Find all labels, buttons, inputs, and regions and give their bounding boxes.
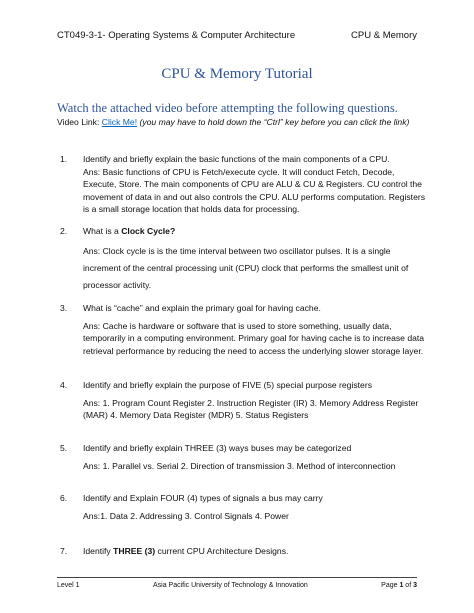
question-text-bold: THREE (3) [113, 546, 156, 556]
question-5 [60, 442, 430, 472]
question-number: 4. [60, 380, 68, 390]
question-6 [60, 492, 430, 522]
footer-page-label: Page [381, 582, 400, 589]
question-text-part: What is a [83, 226, 122, 236]
answer-text: Ans: Clock cycle is is the time interval between two oscillator pulses. It is a single increment of the central processing unit (CPU) clock that performs the smallest unit of processor activity. [83, 245, 409, 290]
question-number: 1. [60, 154, 68, 164]
page-title: CPU & Memory Tutorial [161, 66, 313, 82]
question-4 [60, 379, 430, 422]
video-link-note: (you may have to hold down the “Ctrl” key before you can click the link) [137, 117, 410, 127]
answer-text: Ans: 1. Program Count Register 2. Instruction Register (IR) 3. Memory Address Register (MAR) 4. Memory Data Register (MDR) 5. Status Registers [83, 397, 419, 420]
question-1 [60, 153, 430, 216]
answer-text: Ans: Cache is hardware or software that is used to store something, usually data, temporarily in a computing environment. Primary goal for having cache is to increase data retrieval performance by reducing the need to access the underlying slower storage layer. [83, 320, 425, 356]
header-course: CT049-3-1- Operating Systems & Computer Architecture [57, 30, 296, 41]
question-text: Identify and briefly explain THREE (3) ways buses may be categorized [83, 443, 352, 453]
question-text: Identify and Explain FOUR (4) types of signals a bus may carry [83, 493, 323, 503]
question-text-part: Identify [83, 546, 114, 556]
question-number: 2. [60, 226, 68, 236]
question-text-part: current CPU Architecture Designs. [155, 546, 289, 556]
header-topic: CPU & Memory [351, 30, 417, 41]
instruction-heading: Watch the attached video before attempting the following questions. [57, 101, 398, 115]
question-number: 5. [60, 443, 68, 453]
answer-text: Ans: Basic functions of CPU is Fetch/execute cycle. It will conduct Fetch, Decode, Execute, Store. The main components of CPU are ALU & CU & Registers. CU control the movement of data in and out also controls the CPU. ALU performs computation. Registers is a small storage location that holds data for processing. [83, 166, 426, 214]
footer-page-total: 3 [413, 582, 417, 589]
footer-page-indicator [381, 582, 417, 589]
question-3 [60, 302, 430, 357]
video-link-label: Video Link: [57, 117, 102, 127]
footer-level: Level 1 [57, 582, 80, 589]
answer-text: Ans:1. Data 2. Addressing 3. Control Signals 4. Power [83, 510, 289, 521]
question-text-bold: Clock Cycle? [121, 226, 176, 236]
question-text: What is “cache” and explain the primary goal for having cache. [83, 303, 321, 313]
question-text [83, 225, 430, 238]
footer-university: Asia Pacific University of Technology & Innovation [153, 582, 308, 589]
question-2 [60, 225, 430, 294]
question-text [83, 545, 430, 558]
question-number: 7. [60, 546, 68, 556]
footer-page-number: 1 [399, 582, 404, 589]
video-link[interactable]: Click Me! [101, 117, 138, 127]
question-number: 6. [60, 493, 68, 503]
page-header [57, 30, 417, 41]
footer-page-of: of [403, 582, 414, 589]
page-footer [57, 577, 417, 589]
answer-text: Ans: 1. Parallel vs. Serial 2. Direction of transmission 3. Method of interconnection [83, 460, 396, 471]
question-number: 3. [60, 303, 68, 313]
question-7 [60, 545, 430, 558]
question-text: Identify and briefly explain the purpose of FIVE (5) special purpose registers [83, 380, 372, 390]
video-link-line [57, 117, 444, 127]
question-text: Identify and briefly explain the basic functions of the main components of a CPU. [83, 154, 390, 164]
